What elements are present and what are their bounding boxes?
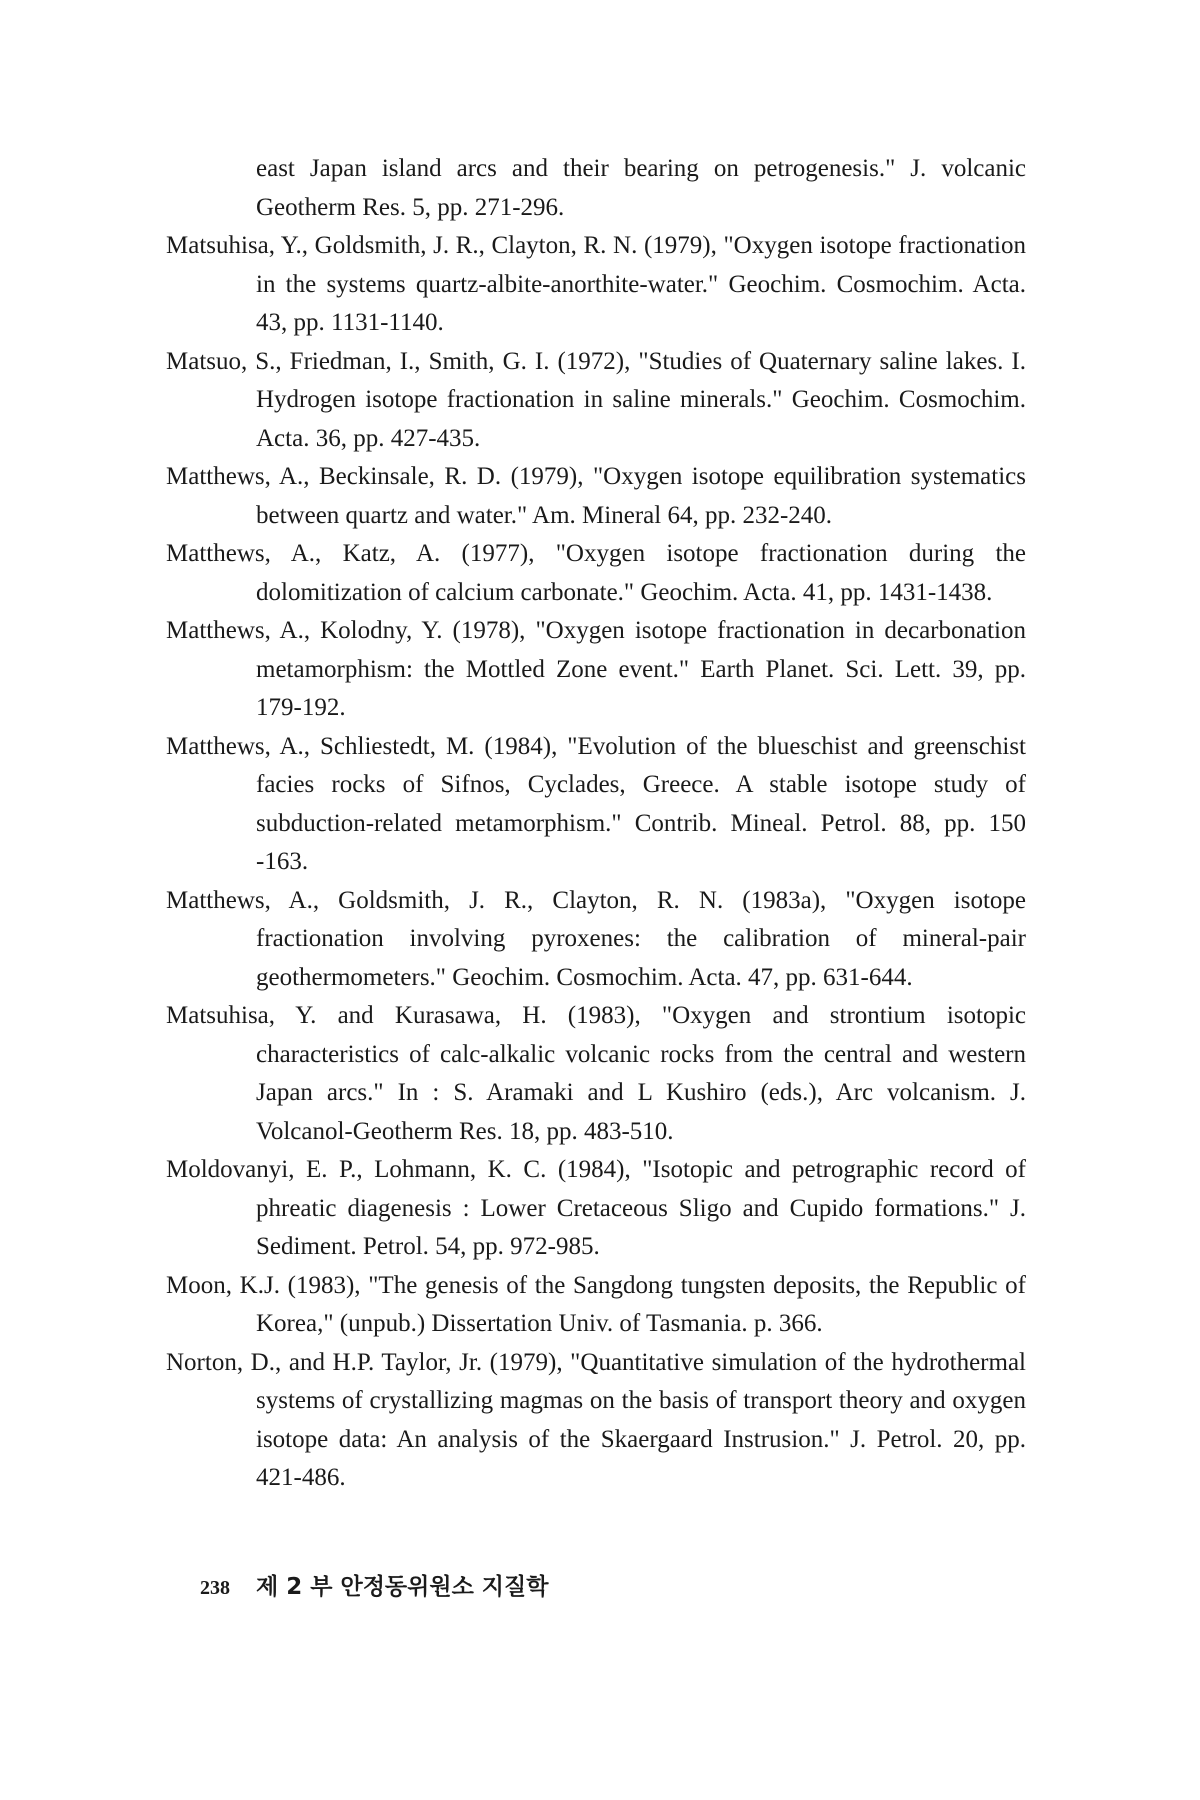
reference-entry: Matthews, A., Katz, A. (1977), "Oxygen isotope fractionation during the dolomitization of calcium carbonate." Geochim. Acta. 41, pp. 1431-1438. [166, 540, 1026, 606]
reference-entry: Matsuhisa, Y., Goldsmith, J. R., Clayton, R. N. (1979), "Oxygen isotope fractionation in the systems quartz-albite-anorthite-water." Geochim. Cosmochim. Acta. 43, pp. 1131-1140. [166, 232, 1026, 336]
reference-entry: Matsuo, S., Friedman, I., Smith, G. I. (1972), "Studies of Quaternary saline lakes. I. Hydrogen isotope fractionation in saline minerals." Geochim. Cosmochim. Acta. 36, pp. 427-435. [166, 347, 1026, 452]
reference-entry: east Japan island arcs and their bearing on petrogenesis." J. volcanic Geotherm Res. 5, pp. 271-296. [256, 155, 1026, 221]
running-section-title: 제 2 부 안정동위원소 지질학 [256, 1574, 549, 1600]
reference-entry: Matthews, A., Schliestedt, M. (1984), "Evolution of the blueschist and greenschist facies rocks of Sifnos, Cyclades, Greece. A stable isotope study of subduction-related metamorphism." Contrib. Mineal. Petrol. 88, pp. 150 -163. [166, 732, 1026, 875]
page-footer [200, 1568, 548, 1601]
reference-entry: Matthews, A., Kolodny, Y. (1978), "Oxygen isotope fractionation in decarbonation metamorphism: the Mottled Zone event." Earth Planet. Sci. Lett. 39, pp. 179-192. [166, 617, 1026, 721]
reference-list [166, 150, 1026, 1498]
reference-entry: Moldovanyi, E. P., Lohmann, K. C. (1984), "Isotopic and petrographic record of phreatic diagenesis : Lower Cretaceous Sligo and Cupido formations." J. Sediment. Petrol. 54, pp. 972-985. [166, 1156, 1026, 1260]
reference-entry: Norton, D., and H.P. Taylor, Jr. (1979), "Quantitative simulation of the hydrothermal systems of crystallizing magmas on the basis of transport theory and oxygen isotope data: An analysis of the Skaergaard Instrusion." J. Petrol. 20, pp. 421-486. [166, 1348, 1026, 1491]
reference-entry: Matthews, A., Goldsmith, J. R., Clayton, R. N. (1983a), "Oxygen isotope fractionation involving pyroxenes: the calibration of mineral-pair geothermometers." Geochim. Cosmochim. Acta. 47, pp. 631-644. [166, 886, 1026, 991]
reference-entry: Matthews, A., Beckinsale, R. D. (1979), "Oxygen isotope equilibration systematics between quartz and water." Am. Mineral 64, pp. 232-240. [166, 463, 1026, 529]
reference-entry: Matsuhisa, Y. and Kurasawa, H. (1983), "Oxygen and strontium isotopic characteristics of calc-alkalic volcanic rocks from the central and western Japan arcs." In : S. Aramaki and L Kushiro (eds.), Arc volcanism. J. Volcanol-Geotherm Res. 18, pp. 483-510. [166, 1002, 1026, 1145]
page-number: 238 [200, 1577, 230, 1599]
reference-entry: Moon, K.J. (1983), "The genesis of the Sangdong tungsten deposits, the Republic of Korea," (unpub.) Dissertation Univ. of Tasmania. p. 366. [166, 1271, 1026, 1337]
